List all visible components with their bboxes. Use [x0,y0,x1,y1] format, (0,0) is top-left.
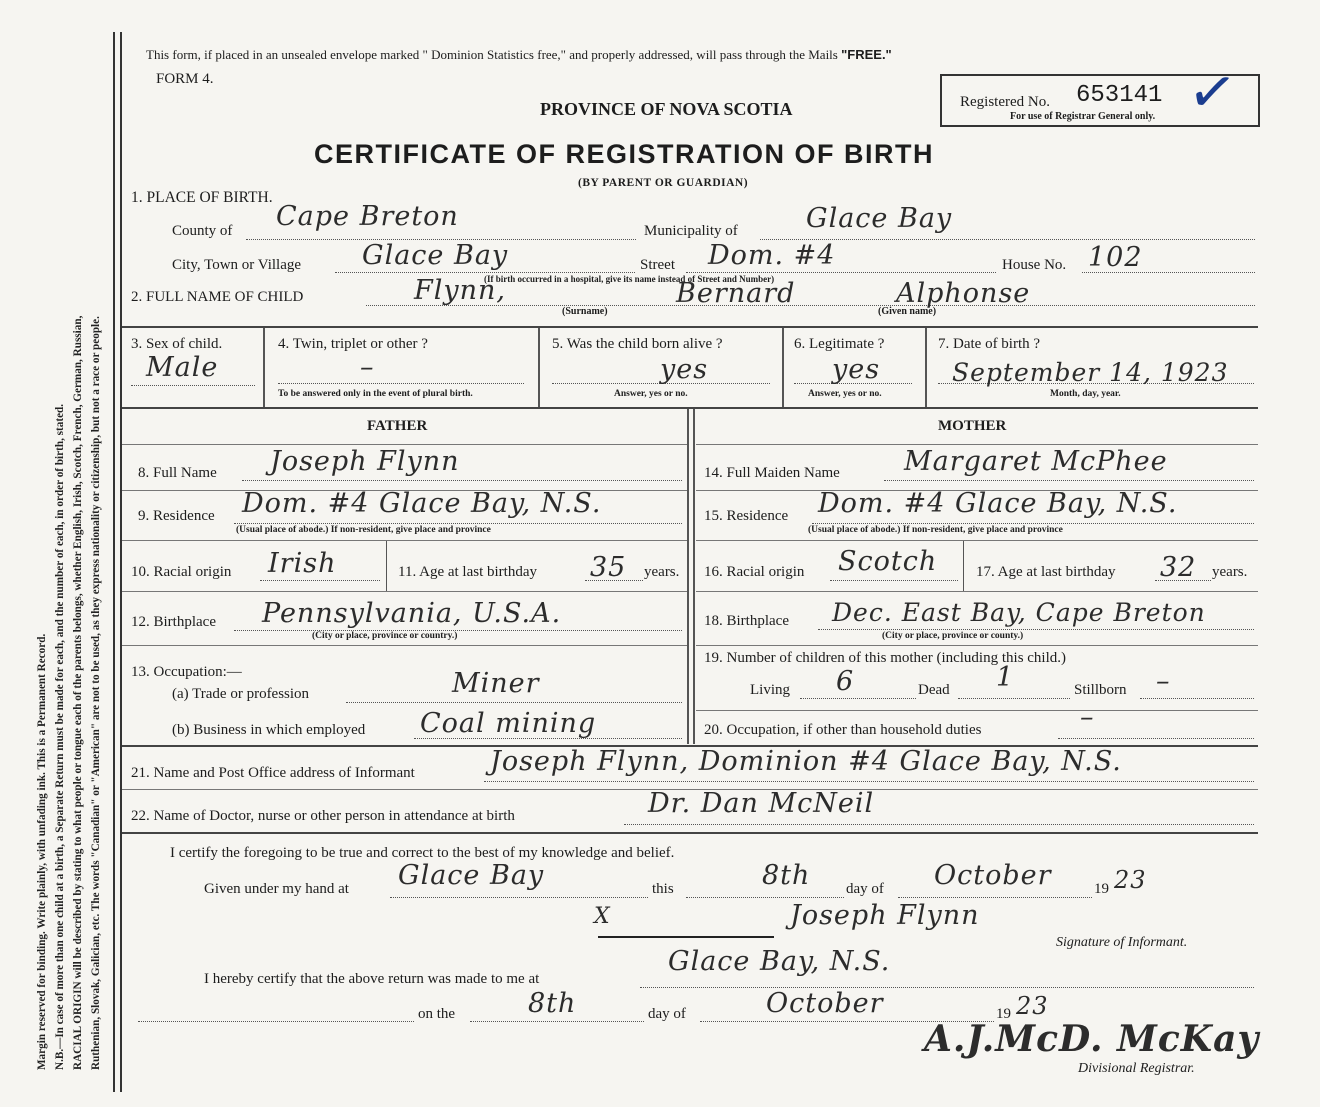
on-the-label: on the [418,1006,456,1022]
certify-statement: I certify the foregoing to be true and correct to the best of my knowledge and belief. [170,845,675,861]
mother-occupation-label: 20. Occupation, if other than household duties [704,722,982,738]
informant-signature: Joseph Flynn [790,900,980,931]
date-of-birth-note: Month, day, year. [1050,389,1121,399]
province-heading: PROVINCE OF NOVA SCOTIA [540,99,793,119]
county-label: County of [172,223,233,239]
date-of-birth-label: 7. Date of birth ? [938,336,1041,352]
registrar-day-of-label: day of [648,1006,686,1022]
dead-label: Dead [918,682,950,698]
father-racial-label: 10. Racial origin [131,564,232,580]
sex-label: 3. Sex of child. [131,336,223,352]
mother-birthplace-label: 18. Birthplace [704,613,789,629]
child-name-label: 2. FULL NAME OF CHILD [131,289,304,305]
left-border-outer [113,32,115,1092]
mother-occupation-value: – [1080,702,1095,733]
business-value: Coal mining [420,708,597,739]
occupation-label: 13. Occupation:— [131,664,242,680]
registrar-day-value: 8th [528,988,577,1019]
surname-caption: (Surname) [562,306,608,317]
father-residence-label: 9. Residence [138,508,215,524]
doctor-label: 22. Name of Doctor, nurse or other person in attendance at birth [131,808,515,824]
doctor-value: Dr. Dan McNeil [648,788,875,819]
house-number-label: House No. [1002,257,1067,273]
registrar-signature: A.J.McD. McKay [924,1018,1260,1060]
given-name-caption: (Given name) [878,306,937,317]
born-alive-label: 5. Was the child born alive ? [552,336,723,352]
place-of-birth-label: 1. PLACE OF BIRTH. [131,189,273,206]
given-month-value: October [934,860,1052,891]
left-border-inner [120,32,122,1092]
mother-birthplace-value: Dec. East Bay, Cape Breton [832,598,1206,627]
legitimate-value: yes [832,354,881,385]
father-age-value: 35 [590,552,627,583]
margin-note-multiple-births: N.B.—In case of more than one child at a birth, a Separate Return must be made for each, and the number of each, in order of birth, stated. [54,403,66,1070]
mother-years-label: years. [1212,564,1248,580]
municipality-label: Municipality of [644,223,738,239]
registered-number-box [940,54,1260,130]
father-birthplace-label: 12. Birthplace [131,614,216,630]
registrar-general-note: For use of Registrar General only. [1010,111,1156,122]
father-birthplace-value: Pennsylvania, U.S.A. [262,598,562,629]
mother-racial-value: Scotch [838,546,938,577]
mother-birthplace-note: (City or place, province or county.) [882,631,1024,641]
stillborn-label: Stillborn [1074,682,1127,698]
street-label: Street [640,257,675,273]
county-value: Cape Breton [276,201,459,232]
father-residence-value: Dom. #4 Glace Bay, N.S. [242,488,602,519]
given-year-prefix: 19 [1094,881,1109,897]
this-label: this [652,881,674,897]
given-day-of-label: day of [846,881,884,897]
margin-note-racial-origin-2: Ruthenian, Slovak, Galician, etc. The words "Canadian" or "American" are not to be used, as they express nationality or citizenship, but not a race or people. [90,316,102,1070]
father-birthplace-note: (City or place, province or country.) [312,631,458,641]
twin-value: – [360,352,375,383]
municipality-value: Glace Bay [806,203,953,234]
city-town-village-label: City, Town or Village [172,257,302,273]
given-year-value: 23 [1114,866,1147,894]
father-age-label: 11. Age at last birthday [398,564,537,580]
mother-heading: MOTHER [938,418,1007,434]
certificate-subtitle: (BY PARENT OR GUARDIAN) [578,177,749,189]
informant-signature-caption: Signature of Informant. [1056,935,1188,950]
father-residence-note: (Usual place of abode.) If non-resident, give place and province [236,525,491,535]
divisional-registrar-caption: Divisional Registrar. [1078,1061,1195,1076]
mother-name-value: Margaret McPhee [904,446,1168,477]
mother-residence-note: (Usual place of abode.) If non-resident, give place and province [808,525,1063,535]
registrar-certify-label: I hereby certify that the above return was made to me at [204,971,540,987]
trade-value: Miner [452,668,540,699]
informant-label: 21. Name and Post Office address of Informant [131,765,415,781]
hospital-note: (If birth occurred in a hospital, give its name instead of Street and Number) [484,274,775,284]
born-alive-value: yes [660,354,709,385]
registrar-year-value: 23 [1016,992,1049,1020]
father-name-value: Joseph Flynn [270,446,460,477]
registrar-year-prefix: 19 [996,1006,1011,1022]
mother-racial-label: 16. Racial origin [704,564,805,580]
born-alive-note: Answer, yes or no. [614,389,688,399]
street-value: Dom. #4 [708,240,836,271]
twin-label: 4. Twin, triplet or other ? [278,336,428,352]
father-heading: FATHER [367,418,428,434]
given-under-hand-label: Given under my hand at [204,881,349,897]
registrar-place-value: Glace Bay, N.S. [668,946,891,977]
mother-age-value: 32 [1160,552,1197,583]
certificate-title: CERTIFICATE OF REGISTRATION OF BIRTH [314,139,934,169]
informant-value: Joseph Flynn, Dominion #4 Glace Bay, N.S. [490,746,1122,777]
registrar-month-value: October [766,988,884,1019]
trade-label: (a) Trade or profession [172,686,310,702]
given-day-value: 8th [762,860,811,891]
given-place-value: Glace Bay [398,860,545,891]
father-racial-value: Irish [268,548,337,579]
father-name-label: 8. Full Name [138,465,217,481]
mother-age-label: 17. Age at last birthday [976,564,1116,580]
mother-name-label: 14. Full Maiden Name [704,465,840,481]
registered-number: 653141 [1076,82,1163,109]
informant-mark: X [594,904,611,929]
registered-label: Registered No. [960,94,1050,110]
child-given-name: Bernard [676,278,796,309]
sex-value: Male [146,352,219,383]
business-label: (b) Business in which employed [172,722,366,738]
living-label: Living [750,682,790,698]
legitimate-label: 6. Legitimate ? [794,336,885,352]
dead-value: 1 [996,662,1015,693]
margin-note-racial-origin-1: RACIAL ORIGIN will be described by stating to what people or tongue each of the parents belongs, whether English, Irish, Scotch, French, German, Russian, [72,315,84,1070]
mother-residence-label: 15. Residence [704,508,789,524]
city-value: Glace Bay [362,240,509,271]
living-value: 6 [836,666,855,697]
father-years-label: years. [644,564,680,580]
child-surname: Flynn, [414,275,506,306]
form-number: FORM 4. [156,71,214,87]
mother-residence-value: Dom. #4 Glace Bay, N.S. [818,488,1178,519]
date-of-birth-value: September 14, 1923 [952,358,1229,387]
margin-note-binding: Margin reserved for binding. Write plainly, with unfading ink. This is a Permanent Record. [36,633,48,1070]
house-number-value: 102 [1088,242,1143,273]
twin-note: To be answered only in the event of plural birth. [278,389,473,399]
children-count-label: 19. Number of children of this mother (including this child.) [704,650,1067,666]
mail-notice: This form, if placed in an unsealed envelope marked " Dominion Statistics free," and properly addressed, will pass through the Mails "FREE." [146,47,892,62]
check-mark-icon: ✓ [1183,54,1242,130]
stillborn-value: – [1156,666,1171,697]
child-middle-name: Alphonse [896,278,1031,309]
legitimate-note: Answer, yes or no. [808,389,882,399]
